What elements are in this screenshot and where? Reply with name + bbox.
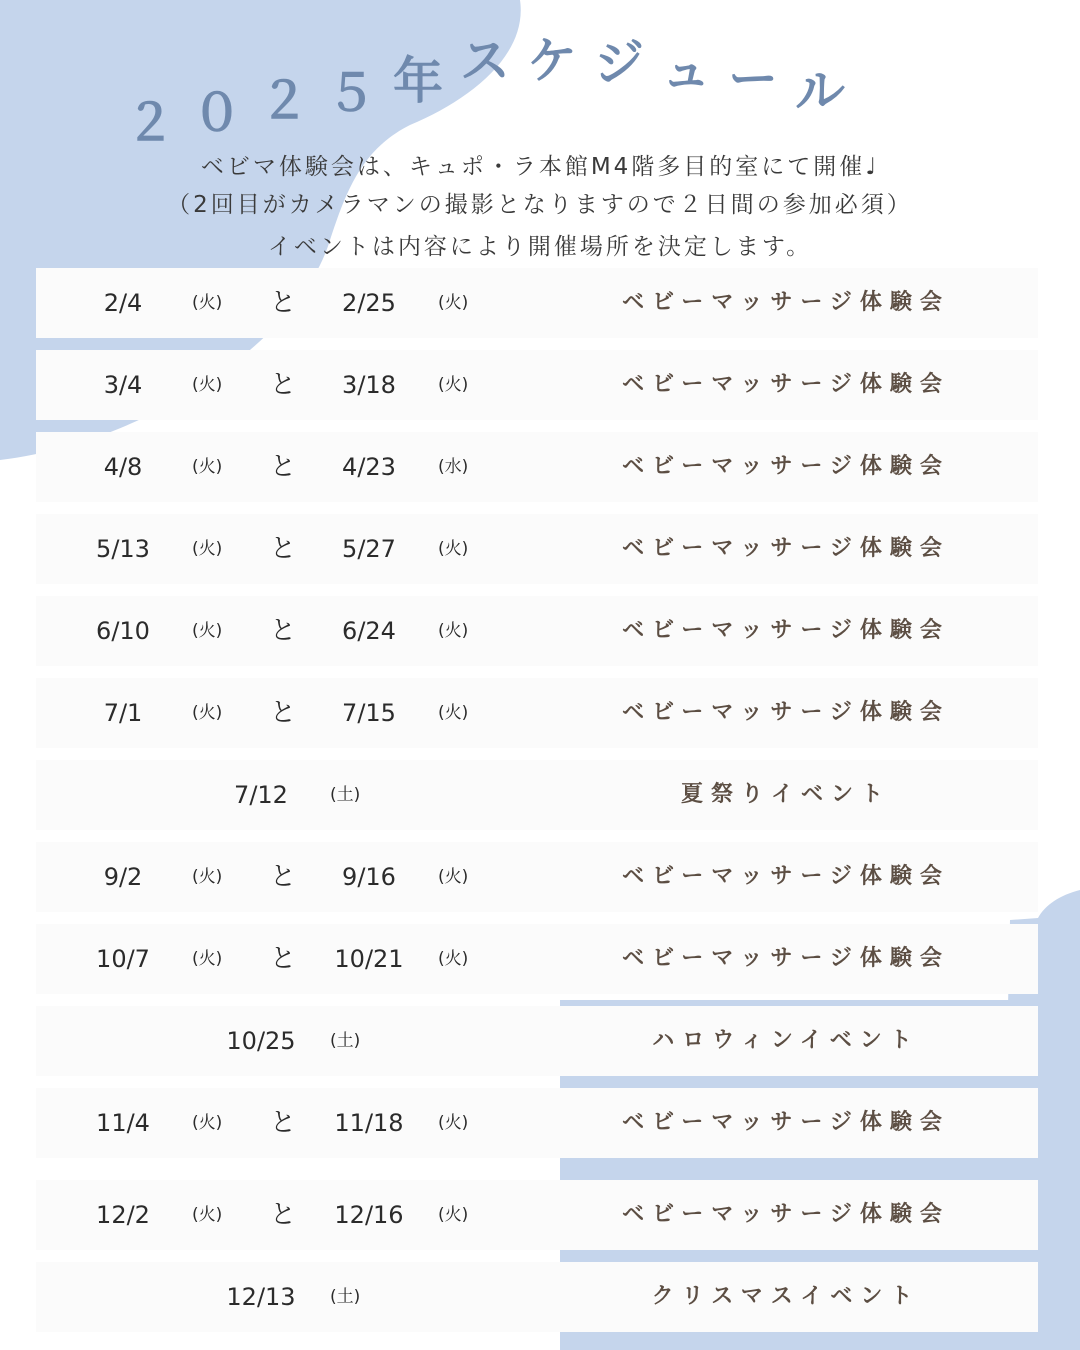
title-char: ケ — [527, 32, 577, 90]
event-name: ベビーマッサージ体験会 — [622, 618, 950, 643]
first-date: 7/1 — [103, 699, 143, 727]
first-date: 11/4 — [96, 1109, 150, 1137]
second-weekday: (火) — [438, 621, 469, 641]
first-date: 4/8 — [103, 453, 143, 481]
first-date: 12/2 — [96, 1201, 150, 1229]
schedule-row — [36, 350, 1038, 420]
first-weekday: (火) — [192, 457, 223, 477]
schedule-row — [36, 1262, 1038, 1332]
second-date: 9/16 — [342, 863, 396, 891]
event-name: 夏祭りイベント — [680, 782, 891, 807]
schedule-row — [36, 924, 1038, 994]
event-name: ベビーマッサージ体験会 — [622, 946, 950, 971]
event-name: ベビーマッサージ体験会 — [622, 536, 950, 561]
schedule-row — [36, 268, 1038, 338]
title-char: ２ — [259, 72, 309, 130]
conjunction-to: と — [270, 698, 297, 728]
second-weekday: (火) — [438, 867, 469, 887]
title-char: ジ — [594, 34, 644, 92]
schedule-row — [36, 1006, 1038, 1076]
first-weekday: (火) — [192, 867, 223, 887]
event-name: ハロウィンイベント — [652, 1028, 920, 1053]
second-date: 4/23 — [342, 453, 396, 481]
second-weekday: (火) — [438, 1113, 469, 1133]
second-weekday: (火) — [438, 375, 469, 395]
event-name: クリスマスイベント — [651, 1284, 921, 1309]
intro-line-note: （2回目がカメラマンの撮影となりますので２日間の参加必須） — [167, 192, 913, 218]
event-date: 10/25 — [226, 1027, 296, 1055]
second-weekday: (火) — [438, 949, 469, 969]
second-date: 11/18 — [334, 1109, 404, 1137]
event-weekday: (土) — [330, 785, 361, 805]
first-date: 6/10 — [96, 617, 150, 645]
schedule-row — [36, 1088, 1038, 1158]
second-date: 7/15 — [342, 699, 396, 727]
title-char: ５ — [326, 64, 376, 122]
conjunction-to: と — [270, 370, 297, 400]
schedule-row — [36, 678, 1038, 748]
conjunction-to: と — [270, 534, 297, 564]
conjunction-to: と — [270, 862, 297, 892]
intro-line-venue: ベビマ体験会は、キュポ・ラ本館M4階多目的室にて開催♩ — [200, 154, 880, 180]
first-weekday: (火) — [192, 703, 223, 723]
title-char: ー — [728, 50, 778, 108]
second-date: 10/21 — [334, 945, 404, 973]
title-char: 年 — [393, 52, 443, 110]
first-weekday: (火) — [192, 621, 223, 641]
conjunction-to: と — [270, 1108, 297, 1138]
schedule-row — [36, 842, 1038, 912]
second-weekday: (火) — [438, 539, 469, 559]
schedule-row — [36, 432, 1038, 502]
schedule-row — [36, 1180, 1038, 1250]
event-name: ベビーマッサージ体験会 — [622, 864, 950, 889]
event-name: ベビーマッサージ体験会 — [622, 1202, 950, 1227]
first-weekday: (火) — [192, 375, 223, 395]
second-weekday: (火) — [438, 293, 469, 313]
title-char: ル — [795, 62, 845, 120]
schedule-row — [36, 596, 1038, 666]
first-weekday: (火) — [192, 1205, 223, 1225]
second-date: 5/27 — [342, 535, 396, 563]
second-weekday: (水) — [438, 457, 469, 477]
event-date: 7/12 — [234, 781, 288, 809]
intro-line-location: イベントは内容により開催場所を決定します。 — [267, 234, 813, 260]
second-weekday: (火) — [438, 703, 469, 723]
event-name: ベビーマッサージ体験会 — [622, 700, 950, 725]
first-date: 2/4 — [103, 289, 143, 317]
second-date: 2/25 — [342, 289, 396, 317]
first-date: 10/7 — [96, 945, 150, 973]
second-date: 6/24 — [342, 617, 396, 645]
conjunction-to: と — [270, 452, 297, 482]
event-name: ベビーマッサージ体験会 — [622, 1110, 950, 1135]
first-date: 3/4 — [103, 371, 143, 399]
first-weekday: (火) — [192, 1113, 223, 1133]
event-weekday: (土) — [330, 1287, 361, 1307]
event-name: ベビーマッサージ体験会 — [622, 290, 950, 315]
page-title — [0, 0, 1080, 152]
conjunction-to: と — [270, 1200, 297, 1230]
title-char: ０ — [192, 84, 242, 142]
first-weekday: (火) — [192, 293, 223, 313]
conjunction-to: と — [270, 616, 297, 646]
second-date: 12/16 — [334, 1201, 404, 1229]
title-char: ２ — [125, 94, 175, 152]
event-name: ベビーマッサージ体験会 — [622, 372, 950, 397]
first-date: 5/13 — [96, 535, 150, 563]
first-weekday: (火) — [192, 949, 223, 969]
second-weekday: (火) — [438, 1205, 469, 1225]
title-char: ュ — [661, 42, 711, 100]
event-weekday: (土) — [330, 1031, 361, 1051]
first-date: 9/2 — [103, 863, 143, 891]
schedule-row — [36, 760, 1038, 830]
conjunction-to: と — [270, 288, 297, 318]
conjunction-to: と — [270, 944, 297, 974]
event-name: ベビーマッサージ体験会 — [622, 454, 950, 479]
schedule-row — [36, 514, 1038, 584]
event-date: 12/13 — [226, 1283, 296, 1311]
title-char: ス — [460, 32, 510, 90]
first-weekday: (火) — [192, 539, 223, 559]
second-date: 3/18 — [342, 371, 396, 399]
